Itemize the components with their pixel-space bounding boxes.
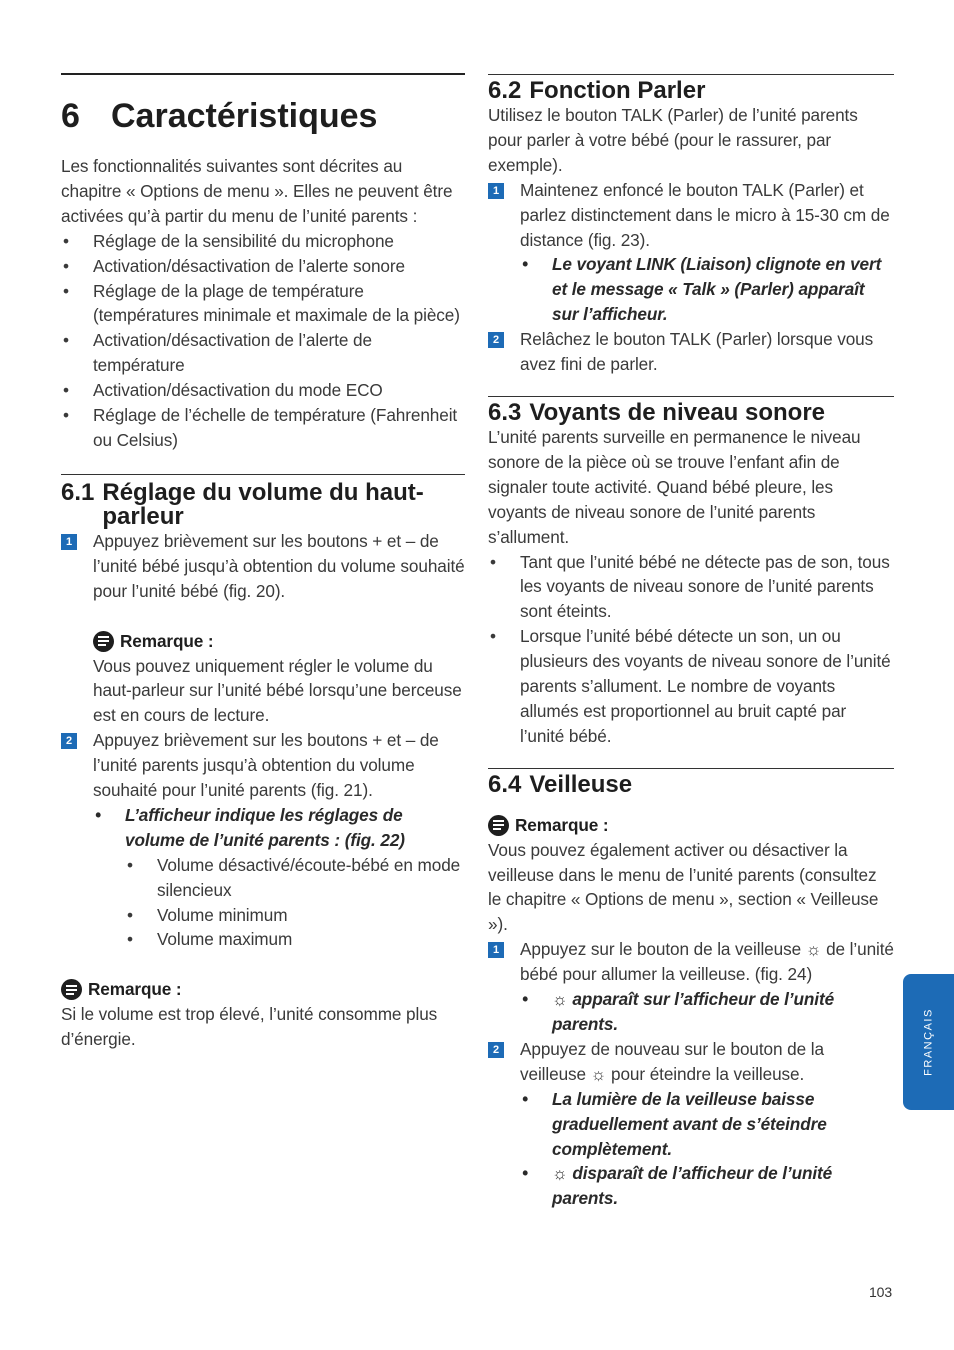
step-result-list xyxy=(61,803,465,853)
step-item xyxy=(488,1037,894,1087)
chapter-intro: Les fonctionnalités suivantes sont décrites au chapitre « Options de menu ». Elles ne peuvent être activées qu’à partir du menu de l’unité parents : xyxy=(61,156,453,226)
section-rule xyxy=(488,74,894,75)
feature-list xyxy=(61,229,465,453)
note-text: Vous pouvez uniquement régler le volume du haut-parleur sur l’unité bébé lorsqu’une berceuse est en cours de lecture. xyxy=(93,655,462,726)
note-text: Si le volume est trop élevé, l’unité consomme plus d’énergie. xyxy=(61,1004,438,1050)
note-text: Vous pouvez également activer ou désactiver la veilleuse dans le menu de l’unité parents (consultez le chapitre « Options de menu », section « Veilleuse »). xyxy=(488,839,879,935)
list-item: • Volume désactivé/écoute-bébé en mode silencieux xyxy=(125,853,465,903)
section-rule xyxy=(61,474,465,475)
list-item: • Activation/désactivation de l’alerte sonore xyxy=(61,254,465,279)
sound-level-list xyxy=(488,550,894,749)
nightlight-icon: ☼ xyxy=(590,1063,607,1084)
step-number-badge: 1 xyxy=(488,942,504,958)
page-number: 103 xyxy=(869,1284,893,1300)
list-item: • Réglage de la sensibilité du microphone xyxy=(61,229,465,254)
chapter-title xyxy=(61,75,465,136)
section-title: Veilleuse xyxy=(529,770,633,798)
step-text: de l’unité bébé pour allumer la veilleuse. (fig. 24) xyxy=(520,939,894,985)
step-item xyxy=(488,327,894,377)
step-item xyxy=(488,178,894,253)
left-column xyxy=(61,73,465,1052)
step-text: Relâchez le bouton TALK (Parler) lorsque vous avez fini de parler. xyxy=(520,329,874,375)
section-number: 6.2 xyxy=(488,77,522,104)
step-item xyxy=(488,937,894,987)
language-tab-label: FRANÇAIS xyxy=(922,1008,935,1076)
list-item: • L’afficheur indique les réglages de volume de l’unité parents : (fig. 22) xyxy=(93,803,465,853)
step-result-list xyxy=(488,1087,894,1212)
section-title: Fonction Parler xyxy=(529,77,706,104)
list-item: • Lorsque l’unité bébé détecte un son, un ou plusieurs des voyants de niveau sonore de l’unité parents s’allument. Le nombre de voyants allumés est proportionnel au bruit capté par l’unité bébé. xyxy=(488,624,894,749)
step-text: Maintenez enfoncé le bouton TALK (Parler) et parlez distinctement dans le micro à 15-30 cm de distance (fig. 23). xyxy=(520,179,890,250)
chapter-title-text: Caractéristiques xyxy=(111,97,378,135)
note-block xyxy=(61,977,465,1052)
section-number: 6.4 xyxy=(488,770,522,798)
list-item-text: disparaît de l’afficheur de l’unité parents. xyxy=(552,1163,833,1209)
nightlight-icon: ☼ xyxy=(805,939,822,960)
section-intro: Utilisez le bouton TALK (Parler) de l’unité parents pour parler à votre bébé (pour le rassurer, par exemple). xyxy=(488,105,858,175)
section-heading-6-3 xyxy=(488,398,894,426)
step-number-badge: 2 xyxy=(488,332,504,348)
section-heading-6-1 xyxy=(61,478,465,530)
step-number-badge: 1 xyxy=(488,183,504,199)
step-item xyxy=(61,529,465,604)
note-heading xyxy=(488,813,894,838)
list-item: • Volume minimum xyxy=(125,903,465,928)
section-intro: L’unité parents surveille en permanence le niveau sonore de la pièce où se trouve l’enfant afin de signaler toute activité. Quand bébé pleure, les voyants de niveau sonore de l’unité parents s’allument. xyxy=(488,426,861,547)
section-number: 6.1 xyxy=(61,478,95,506)
step-text: Appuyez brièvement sur les boutons + et – de l’unité parents jusqu’à obtention du volume souhaité pour l’unité parents (fig. 21). xyxy=(93,730,439,801)
note-heading xyxy=(93,629,465,654)
step-result-list xyxy=(488,987,894,1037)
list-item xyxy=(520,987,894,1037)
step-number-badge: 1 xyxy=(61,534,77,550)
step-number-badge: 2 xyxy=(488,1042,504,1058)
list-item: • Réglage de la plage de température (températures minimale et maximale de la pièce) xyxy=(61,279,465,329)
list-item: • Tant que l’unité bébé ne détecte pas de son, tous les voyants de niveau sonore de l’unité parents sont éteints. xyxy=(488,550,894,625)
list-item-text: apparaît sur l’afficheur de l’unité parents. xyxy=(552,989,835,1034)
section-number: 6.3 xyxy=(488,398,522,426)
right-column xyxy=(488,74,894,1211)
nightlight-icon: ☼ xyxy=(552,1163,568,1184)
list-item: • Réglage de l’échelle de température (Fahrenheit ou Celsius) xyxy=(61,403,465,453)
chapter-number: 6 xyxy=(61,97,80,135)
note-title: Remarque : xyxy=(88,979,182,1000)
step-text: pour éteindre la veilleuse. xyxy=(611,1063,805,1084)
note-block xyxy=(61,629,465,729)
section-heading-6-4 xyxy=(488,770,894,798)
step-number-badge: 2 xyxy=(61,733,77,749)
list-item: • Activation/désactivation du mode ECO xyxy=(61,378,465,403)
section-title: Voyants de niveau sonore xyxy=(529,398,826,426)
note-icon xyxy=(488,815,509,836)
note-block xyxy=(488,813,894,938)
list-item: • La lumière de la veilleuse baisse graduellement avant de s’éteindre complètement. xyxy=(520,1087,894,1162)
section-rule xyxy=(488,768,894,769)
list-item: • Le voyant LINK (Liaison) clignote en vert et le message « Talk » (Parler) apparaît sur l’afficheur. xyxy=(520,252,894,327)
note-title: Remarque : xyxy=(515,814,609,835)
volume-options-list xyxy=(61,853,465,953)
step-text: Appuyez de nouveau sur le bouton de la veilleuse xyxy=(520,1038,824,1084)
step-text: Appuyez brièvement sur les boutons + et – de l’unité bébé jusqu’à obtention du volume souhaité pour l’unité bébé (fig. 20). xyxy=(93,530,465,601)
list-item: • Volume maximum xyxy=(125,927,465,952)
list-item: • Activation/désactivation de l’alerte de température xyxy=(61,328,465,378)
note-icon xyxy=(61,979,82,1000)
note-title: Remarque : xyxy=(120,630,214,651)
section-title: Réglage du volume du haut-parleur xyxy=(102,478,424,530)
language-tab xyxy=(903,974,954,1110)
step-item xyxy=(61,728,465,803)
step-result-list xyxy=(488,252,894,327)
step-text: Appuyez sur le bouton de la veilleuse xyxy=(520,939,802,960)
section-rule xyxy=(488,396,894,397)
list-item xyxy=(520,1161,894,1211)
note-icon xyxy=(93,631,114,652)
section-heading-6-2 xyxy=(488,79,894,103)
nightlight-icon: ☼ xyxy=(552,989,568,1010)
note-heading xyxy=(61,977,465,1002)
